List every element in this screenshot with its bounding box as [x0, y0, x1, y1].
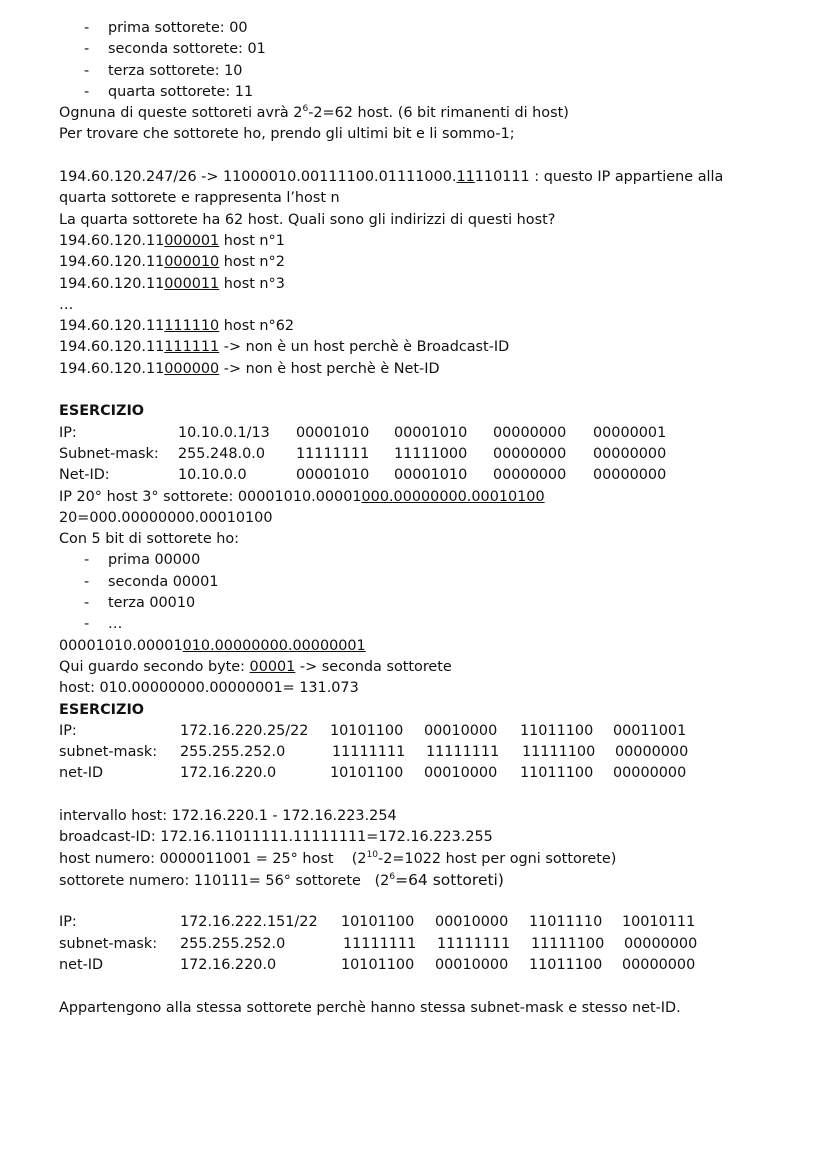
host-line-netid: 194.60.120.11000000 -> non è host perchè è Net-ID [59, 360, 440, 377]
ex1-qui: Qui guardo secondo byte: 00001 -> seconda sottorete [59, 658, 452, 675]
exercise-heading: ESERCIZIO [59, 701, 145, 718]
ex1-row-netid: Net-ID: 10.10.0.0 00001010 00001010 00000000 00000000 [59, 467, 667, 484]
list-item: - … [84, 616, 123, 633]
host-line-broadcast: 194.60.120.11111111 -> non è un host perchè è Broadcast-ID [59, 339, 510, 356]
exercise-heading: ESERCIZIO [59, 403, 145, 420]
list-item: - seconda 00001 [84, 573, 219, 590]
host-line: 194.60.120.11111110 host n°62 [59, 318, 295, 335]
ex2-sott-num: sottorete numero: 110111= 56° sottorete ($2^6=64$ sottoreti) [59, 870, 504, 889]
ex1-row-ip: IP: 10.10.0.1/13 00001010 00001010 00000000 00000001 [59, 424, 667, 441]
host-line-ellipsis: … [59, 296, 74, 313]
question: La quarta sottorete ha 62 host. Quali sono gli indirizzi di questi host? [59, 211, 556, 228]
ex1-con5: Con 5 bit di sottorete ho: [59, 531, 240, 548]
ex1-eq: 20=000.00000000.00010100 [59, 509, 273, 526]
ex3-row-ip: IP: 172.16.222.151/22 10101100 00010000 11011110 10010111 [59, 914, 696, 931]
ip-line: 194.60.120.247/26 -> 11000010.00111100.01111000.11110111 : questo IP appartiene alla [59, 169, 724, 186]
ex1-ip20: IP 20° host 3° sottorete: 00001010.00001000.00000000.00010100 [59, 488, 545, 505]
list-item: - quarta sottorete: 11 [84, 83, 254, 100]
list-item: - terza sottorete: 10 [84, 62, 243, 79]
document-page [59, 18, 799, 1019]
list-item: - seconda sottorete: 01 [84, 41, 266, 58]
ex1-row-subnet: Subnet-mask: 255.248.0.0 11111111 11111000 00000000 00000000 [59, 445, 667, 462]
ex2-host-num: host numero: 0000011001 = 25° host ($2^{10}-2=1022$ host per ogni sottorete) [59, 849, 617, 867]
host-line: 194.60.120.11000011 host n°3 [59, 275, 285, 292]
paragraph-ognuna: Ognuna di queste sottoreti avrà $2^6-2=62$ host. (6 bit rimanenti di host) [59, 104, 569, 122]
ex2-intervallo: intervallo host: 172.16.220.1 - 172.16.223.254 [59, 807, 397, 824]
ex3-row-netid: net-ID 172.16.220.0 10101100 00010000 11011100 00000000 [59, 957, 696, 974]
ex2-broadcast: broadcast-ID: 172.16.11011111.11111111=172.16.223.255 [59, 829, 493, 846]
ex2-row-ip: IP: 172.16.220.25/22 10101100 00010000 11011100 00011001 [59, 722, 687, 739]
paragraph-per-trovare: Per trovare che sottorete ho, prendo gli ultimi bit e li sommo-1; [59, 126, 515, 143]
host-line: 194.60.120.11000001 host n°1 [59, 232, 285, 249]
ex1-host: host: 010.00000000.00000001= 131.073 [59, 680, 359, 697]
ex3-conclusion: Appartengono alla stessa sottorete perchè hanno stessa subnet-mask e stesso net-ID. [59, 999, 681, 1016]
list-item: - prima sottorete: 00 [84, 20, 248, 36]
ex1-addr: 00001010.00001010.00000000.00000001 [59, 637, 366, 654]
ex2-row-subnet: subnet-mask: 255.255.252.0 11111111 11111111 11111100 00000000 [59, 744, 689, 761]
host-line: 194.60.120.11000010 host n°2 [59, 254, 285, 271]
ip-line-cont: quarta sottorete e rappresenta l’host n [59, 190, 340, 207]
ex3-row-subnet: subnet-mask: 255.255.252.0 11111111 11111111 11111100 00000000 [59, 935, 698, 952]
ex2-row-netid: net-ID 172.16.220.0 10101100 00010000 11011100 00000000 [59, 765, 687, 782]
list-item: - prima 00000 [84, 552, 201, 569]
list-item: - terza 00010 [84, 595, 196, 612]
